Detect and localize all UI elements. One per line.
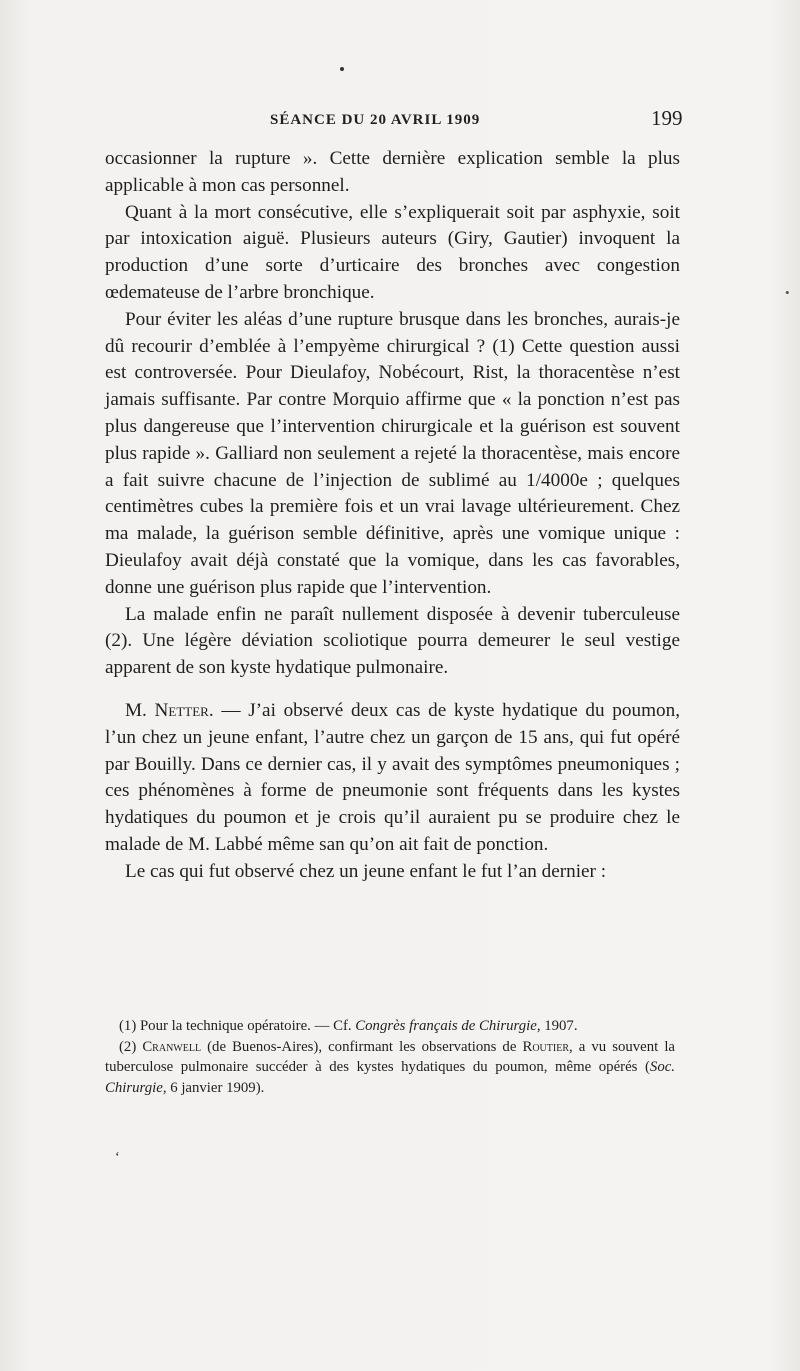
- ink-dot: [340, 67, 344, 71]
- paragraph-4: La malade enfin ne paraît nullement disposée à devenir tuberculeuse (2). Une légère déviation scoliotique pourra demeurer le seul vestige apparent de son kyste hydatique pulmonaire.: [105, 603, 680, 679]
- paragraph-2: Quant à la mort consécutive, elle s’expliquerait soit par asphyxie, soit par intoxication aiguë. Plusieurs auteurs (Giry, Gautier) invoquent la production d’une sorte d’urticaire des bronches avec congestion œdemateuse de l’arbre bronchique.: [105, 201, 680, 303]
- paragraph-3: Pour éviter les aléas d’une rupture brusque dans les bronches, aurais-je dû recourir d’emblée à l’empyème chirurgical ? (1) Cette question aussi est controversée. Pour Dieulafoy, Nobécourt, Rist, la thoracentèse n’est jamais suffisante. Par contre Morquio affirme que « la ponction n’est pas plus dangereuse que l’intervention chirurgicale et la guérison est souvent plus rapide ». Galliard non seulement a rejeté la thoracentèse, mais encore a fait suivre chacune de l’injection de sublimé au 1/4000e ; quelques centimètres cubes la première fois et un vrai lavage ultérieurement. Chez ma malade, la guérison semble définitive, après une vomique unique : Dieulafoy avait déjà constaté que la vomique, dans les cas favorables, donne une guérison plus rapide que l’intervention.: [105, 308, 680, 598]
- footnotes: [105, 1016, 675, 1098]
- footnote-2-author: Cranwell: [142, 1038, 202, 1055]
- running-head: SÉANCE DU 20 AVRIL 1909: [270, 112, 481, 128]
- paragraph-5: [105, 698, 680, 859]
- footnote-1: [105, 1016, 675, 1037]
- paragraph-1: occasionner la rupture ». Cette dernière explication semble la plus applicable à mon cas personnel.: [105, 148, 680, 196]
- footnote-2-text-a: (de Buenos-Aires), confirmant les observations de: [201, 1038, 523, 1055]
- footnote-1-title: Congrès français de Chirurgie: [355, 1018, 537, 1034]
- footnote-2-author-2: Routier: [522, 1038, 569, 1055]
- edge-mark: •: [785, 285, 790, 300]
- body-text: [105, 146, 680, 886]
- page-header: [0, 106, 800, 136]
- ink-mark: ‘: [115, 1150, 120, 1165]
- page-number: 199: [651, 106, 683, 130]
- speaker-name: M. Netter.: [125, 699, 214, 721]
- footnote-2-date: , 6 janvier 1909).: [162, 1079, 265, 1096]
- paragraph-6: Le cas qui fut observé chez un jeune enfant le fut l’an dernier :: [125, 860, 607, 882]
- footnote-2-journal: Soc. Chirurgie: [105, 1059, 675, 1096]
- footnote-1-text: (1) Pour la technique opératoire. — Cf.: [119, 1018, 356, 1034]
- footnote-2: [105, 1037, 675, 1099]
- footnote-1-year: , 1907.: [536, 1018, 578, 1034]
- paragraph-5-text: — J’ai observé deux cas de kyste hydatique du poumon, l’un chez un jeune enfant, l’autre chez un garçon de 15 ans, qui fut opéré par Bouilly. Dans ce dernier cas, il y avait des symptômes pneumoniques ; ces phénomènes à forme de pneumonie sont fréquents dans les kystes hydatiques du poumon et je crois qu’il auraient pu se produire chez le malade de M. Labbé même san qu’on ait fait de ponction.: [105, 699, 680, 855]
- footnote-2-text-b: , a vu souvent la tuberculose pulmonaire succéder à des kystes hydatiques du poumon, même opérés (: [105, 1038, 675, 1075]
- footnote-2-marker: (2): [119, 1038, 143, 1055]
